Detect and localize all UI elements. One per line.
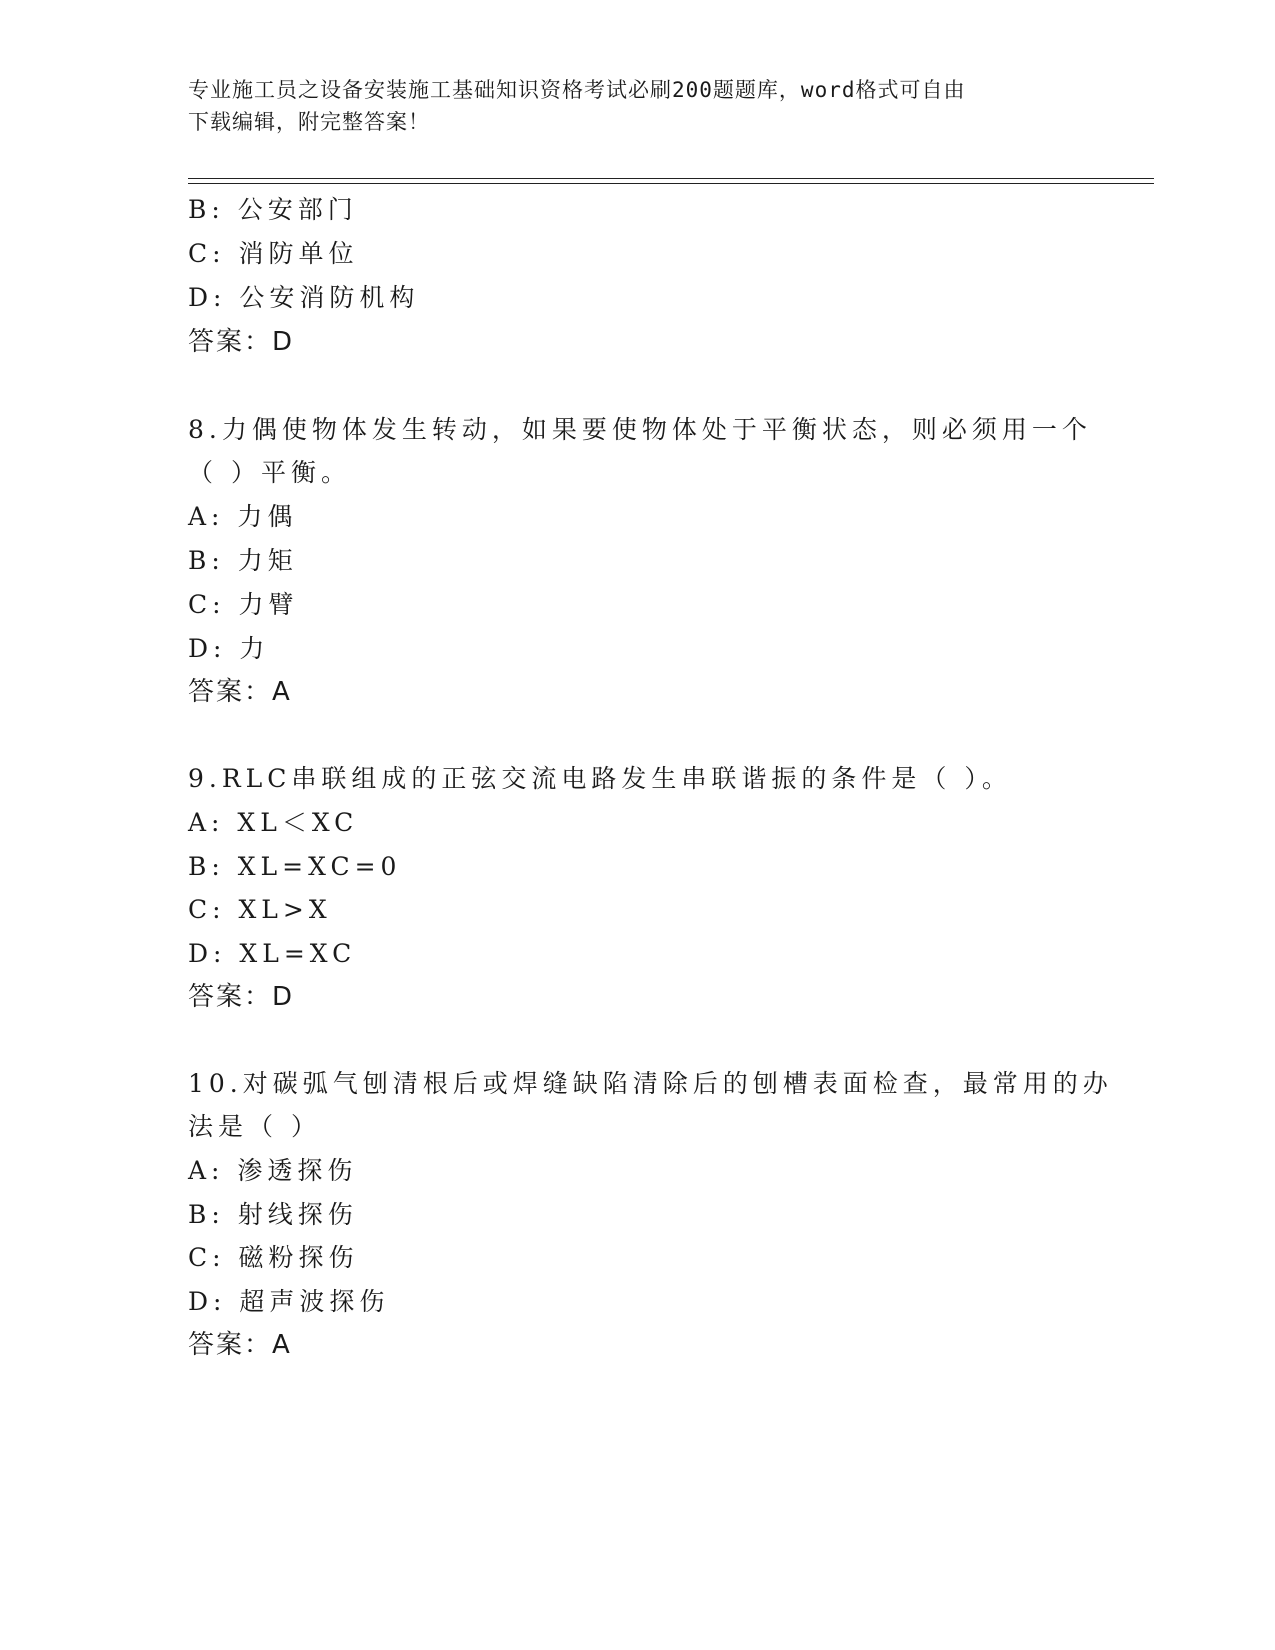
- q8-option-b: B: 力矩: [188, 546, 298, 575]
- document-header: [188, 74, 1088, 138]
- q8-stem-line-1: 8.力偶使物体发生转动，如果要使物体处于平衡状态，则必须用一个: [188, 415, 1092, 444]
- q10-option-d: D: 超声波探伤: [188, 1287, 390, 1316]
- q9-option-b: B: XL=XC=0: [188, 852, 402, 881]
- q10-option-b: B: 射线探伤: [188, 1200, 358, 1229]
- q10-answer: 答案：A: [188, 1330, 292, 1360]
- header-line-1: 专业施工员之设备安装施工基础知识资格考试必刷200题题库，word格式可自由: [188, 78, 966, 102]
- header-divider-bottom: [188, 183, 1154, 184]
- q10-option-a: A: 渗透探伤: [188, 1156, 358, 1185]
- q8-option-c: C: 力臂: [188, 590, 299, 619]
- q7-option-d: D: 公安消防机构: [188, 283, 420, 312]
- q8-stem-line-2: （ ）平衡。: [188, 458, 351, 487]
- q9-answer: 答案：D: [188, 982, 295, 1012]
- q10-stem-line-2: 法是（ ）: [188, 1112, 321, 1141]
- q10-stem-line-1: 10.对碳弧气刨清根后或焊缝缺陷清除后的刨槽表面检查，最常用的办: [188, 1069, 1113, 1098]
- q9-option-a: A: XL＜XC: [188, 808, 359, 837]
- q9-option-c: C: XL>X: [188, 895, 332, 924]
- q8-answer: 答案：A: [188, 677, 292, 707]
- q9-stem: 9.RLC串联组成的正弦交流电路发生串联谐振的条件是（ ）。: [188, 764, 1012, 793]
- q7-option-c: C: 消防单位: [188, 239, 359, 268]
- q9-option-d: D: XL=XC: [188, 939, 357, 968]
- q8-option-a: A: 力偶: [188, 502, 298, 531]
- q10-option-c: C: 磁粉探伤: [188, 1243, 359, 1272]
- q7-answer: 答案：D: [188, 327, 295, 357]
- q8-option-d: D: 力: [188, 634, 270, 663]
- header-divider-top: [188, 178, 1154, 179]
- header-line-2: 下载编辑，附完整答案！: [188, 110, 430, 134]
- q7-option-b: B: 公安部门: [188, 195, 358, 224]
